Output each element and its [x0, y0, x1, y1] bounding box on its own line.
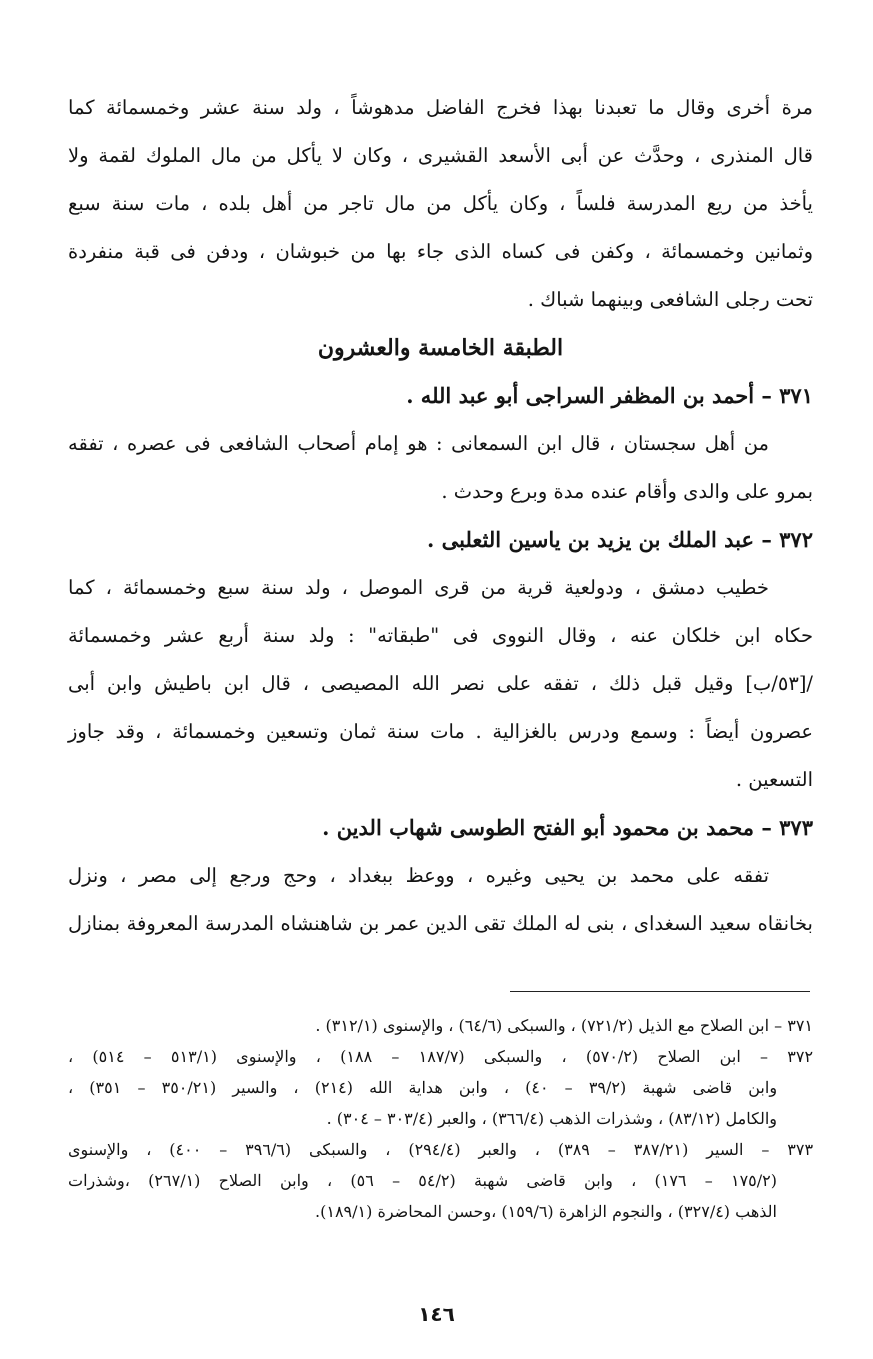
footnote-line: ٣٧٣ – السير (٣٨٧/٢١ – ٣٨٩) ، والعبر (٢٩٤/٤) ، والسبكى (٣٩٦/٦ – ٤٠٠) ، والإسنوى [68, 1140, 814, 1159]
text-line: مرة أخرى وقال ما تعبدنا بهذا فخرج الفاضل مدهوشاً ، ولد سنة عشر وخمسمائة كما [68, 96, 813, 119]
text-line: تحت رجلى الشافعى وبينهما شباك . [527, 288, 813, 311]
section-heading: الطبقة الخامسة والعشرون [317, 335, 564, 361]
entry-title-372: ٣٧٢ – عبد الملك بن يزيد بن ياسين الثعلبى . [427, 527, 813, 552]
entry-title-371: ٣٧١ – أحمد بن المظفر السراجى أبو عبد الله . [406, 383, 813, 408]
text-line: /[٥٣/ب] وقيل قبل ذلك ، تفقه على نصر الله المصيصى ، قال ابن باطيش وابن أبى [68, 672, 814, 695]
text-line: قال المنذرى ، وحدَّث عن أبى الأسعد القشيرى ، وكان لا يأكل من مال الملوك لقمة ولا [68, 144, 813, 167]
text-line: وثمانين وخمسمائة ، وكفن فى كساه الذى جاء بها من خبوشان ، ودفن فى قبة منفردة [68, 240, 813, 263]
entry-title-373: ٣٧٣ – محمد بن محمود أبو الفتح الطوسى شهاب الدين . [322, 815, 813, 840]
footnote-line: ٣٧٢ – ابن الصلاح (٥٧٠/٢) ، والسبكى (١٨٧/٧ – ١٨٨) ، والإسنوى (٥١٣/١ – ٥١٤) ، [68, 1047, 814, 1066]
main-text [68, 84, 813, 948]
footnotes [68, 1010, 813, 1227]
text-line: تفقه على محمد بن يحيى وغيره ، ووعظ ببغداد ، وحج ورجع إلى مصر ، ونزل [68, 864, 769, 887]
footnote-line: الذهب (٣٢٧/٤) ، والنجوم الزاهرة (١٥٩/٦) ،وحسن المحاضرة (١٨٩/١). [315, 1202, 777, 1221]
page-number: ١٤٦ [418, 1302, 455, 1326]
text-line: من أهل سجستان ، قال ابن السمعانى : هو إمام أصحاب الشافعى فى عصره ، تفقه [68, 432, 769, 455]
text-line: بمرو على والدى وأقام عنده مدة وبرع وحدث . [441, 480, 813, 503]
footnote-line: وابن قاضى شهبة (٣٩/٢ – ٤٠) ، وابن هداية الله (٢١٤) ، والسير (٣٥٠/٢١ – ٣٥١) ، [68, 1078, 778, 1097]
text-line: بخانقاه سعيد السغداى ، بنى له الملك تقى الدين عمر بن شاهنشاه المدرسة المعروفة بمنازل [68, 912, 813, 935]
text-line: يأخذ من ريع المدرسة فلساً ، وكان يأكل من مال تاجر من أهل بلده ، مات سنة سبع [68, 192, 813, 215]
footnote-line: والكامل (٨٣/١٢) ، وشذرات الذهب (٣٦٦/٤) ، والعبر (٣٠٣/٤ – ٣٠٤) . [326, 1109, 777, 1128]
text-line: التسعين . [735, 768, 813, 791]
text-line: خطيب دمشق ، ودولعية قرية من قرى الموصل ، ولد سنة سبع وخمسمائة ، كما [68, 576, 769, 599]
footnote-divider [510, 991, 810, 992]
text-line: عصرون أيضاً : وسمع ودرس بالغزالية . مات سنة ثمان وتسعين وخمسمائة ، وقد جاوز [68, 720, 813, 743]
text-line: حكاه ابن خلكان عنه ، وقال النووى فى "طبقاته" : ولد سنة أربع عشر وخمسمائة [68, 624, 813, 647]
footnote-line: (١٧٥/٢ – ١٧٦) ، وابن قاضى شهبة (٥٤/٢ – ٥٦) ، وابن الصلاح (٢٦٧/١) ،وشذرات [68, 1171, 777, 1190]
footnote-line: ٣٧١ – ابن الصلاح مع الذيل (٧٢١/٢) ، والسبكى (٦٤/٦) ، والإسنوى (٣١٢/١) . [315, 1016, 813, 1035]
